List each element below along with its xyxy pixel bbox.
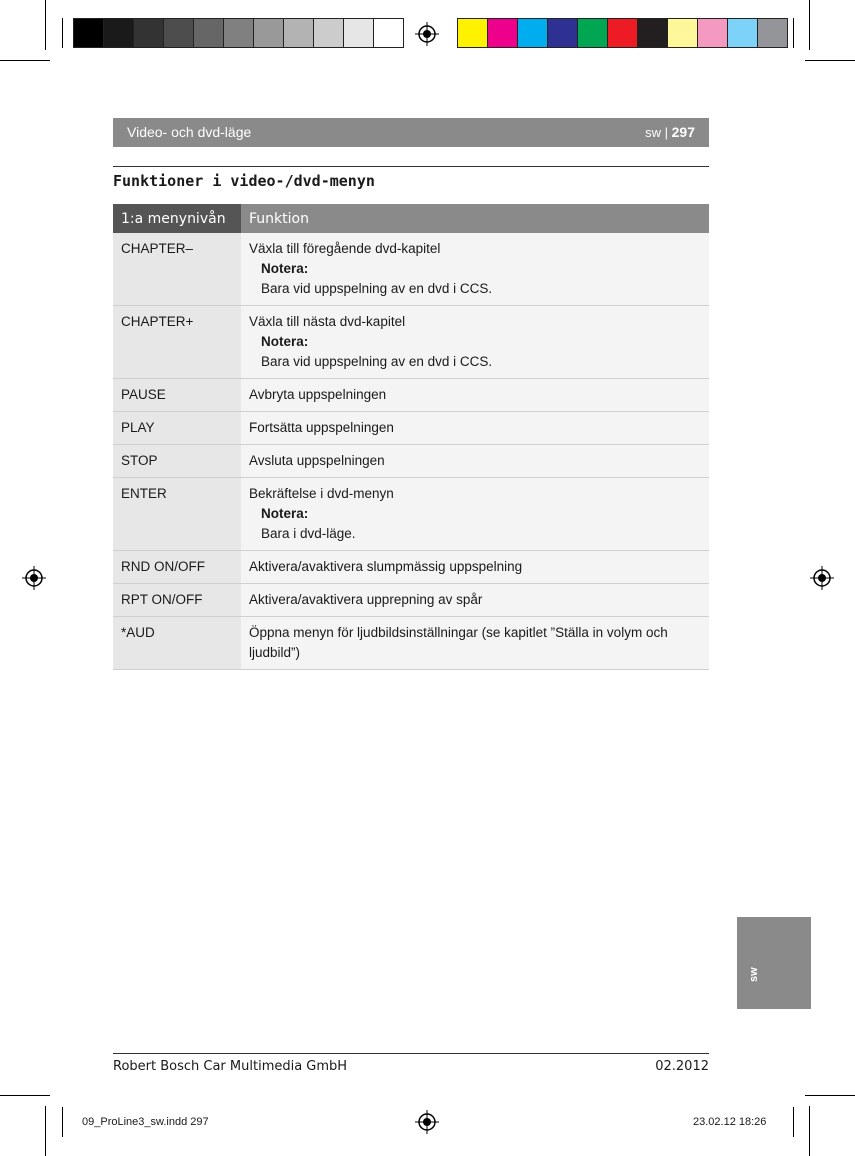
running-header [113, 118, 709, 147]
divider [113, 166, 709, 167]
function-text: Växla till nästa dvd-kapitel [249, 314, 406, 329]
color-swatch [373, 18, 404, 48]
function-cell [241, 379, 709, 412]
color-swatch [193, 18, 224, 48]
note-text: Bara vid uppspelning av en dvd i CCS. [261, 281, 493, 296]
function-text: Bekräftelse i dvd-menyn [249, 486, 394, 501]
footer-company: Robert Bosch Car Multimedia GmbH [113, 1059, 348, 1074]
function-text: Fortsätta uppspelningen [249, 420, 394, 435]
language-side-tab [737, 917, 811, 1009]
table-header-row [113, 204, 709, 233]
color-swatch [517, 18, 548, 48]
color-swatch [637, 18, 668, 48]
side-tab-label: sw [748, 967, 760, 982]
crop-mark [793, 18, 794, 48]
note-text: Bara vid uppspelning av en dvd i CCS. [261, 354, 493, 369]
crop-mark [45, 0, 46, 50]
function-table [113, 204, 709, 670]
color-swatch [457, 18, 488, 48]
crop-mark [793, 1107, 794, 1137]
menu-key-cell: RND ON/OFF [113, 551, 241, 584]
note-label: Notera: [261, 334, 309, 349]
table-row [113, 617, 709, 670]
registration-mark-icon [810, 566, 834, 590]
crop-mark [809, 1106, 810, 1156]
color-swatch [223, 18, 254, 48]
color-swatch [607, 18, 638, 48]
crop-mark [45, 1106, 46, 1156]
menu-key-cell: CHAPTER+ [113, 306, 241, 379]
section-title: Funktioner i video-/dvd-menyn [113, 172, 375, 190]
color-swatch [727, 18, 758, 48]
footer-date: 02.2012 [655, 1059, 709, 1074]
menu-key-cell: ENTER [113, 478, 241, 551]
function-cell [241, 306, 709, 379]
slug-file-name: 09_ProLine3_sw.indd 297 [82, 1116, 209, 1128]
function-text: Växla till föregående dvd-kapitel [249, 241, 441, 256]
function-text: Öppna menyn för ljudbildsinställningar (se kapitlet ”Ställa in volym och ljudbild”) [249, 625, 668, 660]
crop-mark [805, 60, 855, 61]
function-text: Aktivera/avaktivera upprepning av spår [249, 592, 483, 607]
crop-mark [805, 1095, 855, 1096]
column-header-function: Funktion [241, 204, 709, 233]
registration-mark-icon [415, 22, 439, 46]
function-cell [241, 412, 709, 445]
menu-key-cell: *AUD [113, 617, 241, 670]
function-text: Aktivera/avaktivera slumpmässig uppspelning [249, 559, 523, 574]
table-body [113, 233, 709, 670]
note-label: Notera: [261, 261, 309, 276]
table-row [113, 478, 709, 551]
color-swatch [547, 18, 578, 48]
color-swatch [73, 18, 104, 48]
table-row [113, 233, 709, 306]
color-swatch [133, 18, 164, 48]
table-row [113, 379, 709, 412]
note-label: Notera: [261, 506, 309, 521]
menu-key-cell: PLAY [113, 412, 241, 445]
note-text: Bara i dvd-läge. [261, 526, 356, 541]
crop-mark [0, 1095, 50, 1096]
header-section-title: Video- och dvd-läge [127, 124, 252, 140]
color-swatch [313, 18, 344, 48]
menu-key-cell: PAUSE [113, 379, 241, 412]
color-swatch [343, 18, 374, 48]
color-swatch [757, 18, 788, 48]
function-cell [241, 233, 709, 306]
function-cell [241, 551, 709, 584]
crop-mark [62, 18, 63, 48]
page-number: 297 [671, 124, 695, 140]
crop-mark [0, 60, 50, 61]
table-row [113, 412, 709, 445]
color-swatch [487, 18, 518, 48]
color-swatch [667, 18, 698, 48]
function-cell [241, 584, 709, 617]
table-row [113, 306, 709, 379]
function-text: Avbryta uppspelningen [249, 387, 387, 402]
function-cell [241, 445, 709, 478]
color-swatch [163, 18, 194, 48]
header-page-info: sw | 297 [645, 124, 695, 140]
function-text: Avsluta uppspelningen [249, 453, 385, 468]
table-row [113, 584, 709, 617]
menu-key-cell: STOP [113, 445, 241, 478]
color-swatch [283, 18, 314, 48]
color-swatch [253, 18, 284, 48]
divider [113, 1053, 709, 1054]
gray-color-bar [74, 18, 404, 48]
color-swatch [697, 18, 728, 48]
color-swatch [103, 18, 134, 48]
color-swatch [577, 18, 608, 48]
table-row [113, 445, 709, 478]
function-cell [241, 617, 709, 670]
registration-mark-icon [22, 566, 46, 590]
crop-mark [62, 1107, 63, 1137]
menu-key-cell: RPT ON/OFF [113, 584, 241, 617]
slug-timestamp: 23.02.12 18:26 [693, 1116, 767, 1128]
menu-key-cell: CHAPTER– [113, 233, 241, 306]
process-color-bar [458, 18, 788, 48]
table-row [113, 551, 709, 584]
function-cell [241, 478, 709, 551]
crop-mark [809, 0, 810, 50]
header-lang: sw [645, 125, 662, 140]
column-header-menu-level: 1:a menynivån [113, 204, 241, 233]
